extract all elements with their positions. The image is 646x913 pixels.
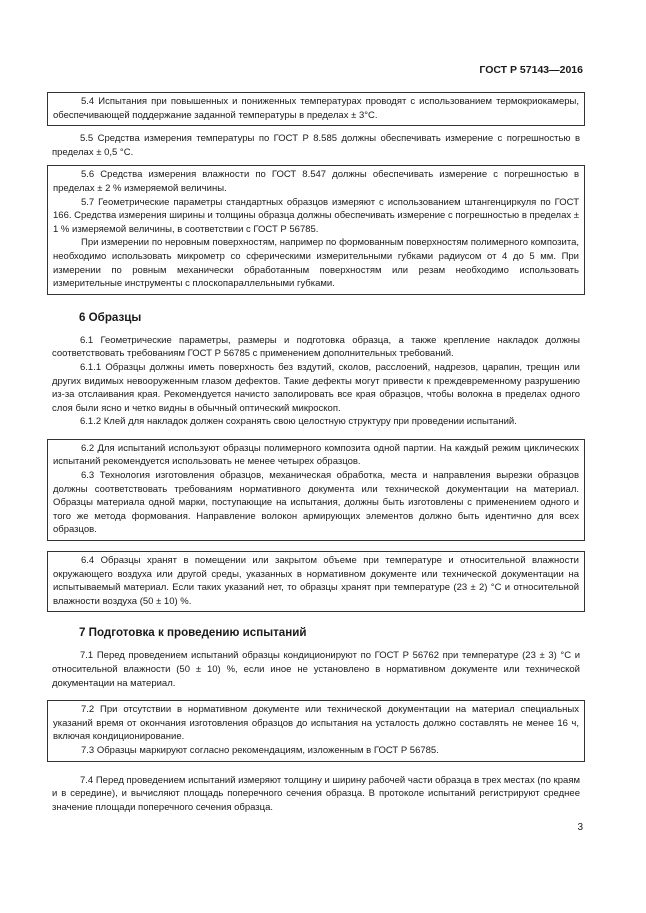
paragraph-7-4: 7.4 Перед проведением испытаний измеряют толщину и ширину рабочей части образца в трех местах (по краям и в середине), и вычисляют площадь поперечного сечения образца. В протоколе испытаний регистрируют среднее значение площади поперечного сечения образца. [52,774,580,813]
paragraph-5-4: 5.4 Испытания при повышенных и пониженных температурах проводят с использованием термокриокамеры, обеспечивающей поддержание заданной температуры в пределах ± 3°С. [53,96,579,121]
paragraph-6-1-1: 6.1.1 Образцы должны иметь поверхность без вздутий, сколов, расслоений, надрезов, царапин, трещин или других видимых невооруженным глазом дефектов. Такие дефекты могут привести к преждевременному разрушению из-за отслаивания края. Рекомендуется начисто заполировать все края образцов, чтобы волокна в пределах одного слоя были ясно и четко видны в обычный оптический микроскоп. [52,361,580,414]
page-number: 3 [577,822,583,833]
paragraph-7-3: 7.3 Образцы маркируют согласно рекомендациям, изложенным в ГОСТ Р 56785. [81,744,439,756]
page-content [47,92,585,814]
paragraph-6-4: 6.4 Образцы хранят в помещении или закрытом объеме при температуре и относительной влажности окружающего воздуха или другой среды, указанных в нормативном документе или технической документации на испытываемый материал. Если таких указаний нет, то образцы хранят при температуре (23 ± 2) °С и относительной влажности воздуха (50 ± 10) %. [53,555,579,607]
document-number: ГОСТ Р 57143—2016 [479,64,583,76]
section-7-heading: 7 Подготовка к проведению испытаний [79,626,307,640]
paragraph-6-1: 6.1 Геометрические параметры, размеры и подготовка образца, а также крепление накладок должны соответствовать требованиям ГОСТ Р 56785 с применением дополнительных требований. [52,334,580,360]
paragraph-5-7-note: При измерении по неровным поверхностям, например по формованным поверхностям полимерного композита, необходимо использовать микрометр со сферическими измерительными губками радиусом от 4 до 5 мм. При измерении по ровным механически обработанным поверхностям или резам необходимо использовать измерительные инструменты с плоскопараллельными губками. [53,237,579,290]
box-6-2-6-3 [47,439,585,541]
block-6-1 [47,334,585,429]
paragraph-6-2: 6.2 Для испытаний используют образцы полимерного композита одной партии. На каждый режим циклических испытаний рекомендуется использовать не менее четырех образцов. [53,442,579,468]
paragraph-7-1: 7.1 Перед проведением испытаний образцы кондиционируют по ГОСТ Р 56762 при температуре (23 ± 3) °С и относительной влажности (50 ± 10) %, если иное не установлено в нормативном документе или технической документации на материал. [52,650,580,689]
paragraph-5-7: 5.7 Геометрические параметры стандартных образцов измеряют с использованием штангенциркуля по ГОСТ 166. Средства измерения ширины и толщины образца должны обеспечивать измерение с погрешностью в пределах ± 1 % измеряемой величины, в соответствии с ГОСТ Р 56785. [53,196,579,235]
paragraph-7-2: 7.2 При отсутствии в нормативном документе или технической документации на материал специальных указаний время от окончания изготовления образцов до испытания на усталость должно составлять не менее 16 ч, включая кондиционирование. [53,704,579,743]
box-7-2-7-3 [47,700,585,761]
box-6-4 [47,551,585,612]
block-7-4 [47,774,585,815]
paragraph-5-6: 5.6 Средства измерения влажности по ГОСТ 8.547 должны обеспечивать измерение с погрешностью в пределах ± 2 % измеряемой величины. [53,169,579,194]
box-5-6-5-7 [47,165,585,294]
paragraph-6-1-2: 6.1.2 Клей для накладок должен сохранять свою целостную структуру при проведении испытаний. [80,416,517,428]
paragraph-6-3: 6.3 Технология изготовления образцов, механическая обработка, места и направления вырезки образцов должны соответствовать требованиям нормативного документа или технической документации на материал. Образцы материала одной марки, поступающие на испытания, должны быть изготовлены с применением одного и того же метода формования. Направление волокон армирующих элементов должно быть идентично для всех образцов. [53,470,579,536]
paragraph-5-5: 5.5 Средства измерения температуры по ГОСТ Р 8.585 должны обеспечивать измерение с погрешностью в пределах ± 0,5 °С. [52,133,580,158]
block-5-5 [47,132,585,159]
box-5-4 [47,92,585,126]
block-7-1 [47,649,585,690]
section-6-heading: 6 Образцы [79,310,142,324]
